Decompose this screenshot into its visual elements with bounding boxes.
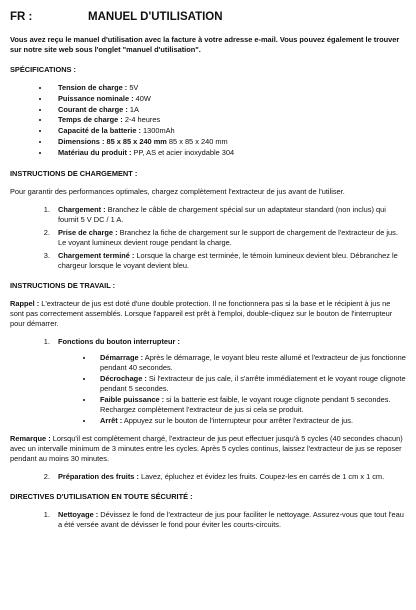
spec-item: • Capacité de la batterie : 1300mAh [50, 126, 406, 137]
safety-item: 1. Nettoyage : Dévissez le fond de l'extracteur de jus pour faciliter le nettoyage. Assurez-vous que tout l'eau a été versée avant de dévisser le fond pour éviter les courts-circuits. [52, 510, 406, 530]
work-title: INSTRUCTIONS DE TRAVAIL : [10, 280, 116, 290]
charging-title: INSTRUCTIONS DE CHARGEMENT : [10, 168, 138, 178]
work-step [52, 337, 406, 426]
function-item: • Arrêt : Appuyez sur le bouton de l'interrupteur pour arrêter l'extracteur de jus. [94, 416, 406, 426]
manual-header [10, 10, 406, 24]
language-label: FR : [10, 11, 33, 23]
function-item: • Démarrage : Après le démarrage, le voyant bleu reste allumé et l'extracteur de jus fonctionne pendant 40 secondes. [94, 353, 406, 373]
spec-item: • Courant de charge : 1A [50, 105, 406, 116]
functions-list [58, 353, 406, 426]
functions-title: Fonctions du bouton interrupteur : [58, 336, 180, 346]
work-steps-list [10, 337, 406, 426]
charging-list [10, 205, 406, 271]
charging-item: 2. Prise de charge : Branchez la fiche de chargement sur le support de chargement de l'extracteur de jus. Le voyant lumineux devient rouge pendant la charge. [52, 228, 406, 248]
function-item: • Décrochage : Si l'extracteur de jus cale, il s'arrête immédiatement et le voyant rouge clignote pendant 5 secondes. [94, 374, 406, 394]
remark-paragraph: Remarque : Lorsqu'il est complètement chargé, l'extracteur de jus peut effectuer jusqu'à 5 cycles (40 secondes chacun) avec un intervalle minimum de 3 minutes entre les cycles. Après 5 cycles continus, laissez l'extracteur de jus se reposer pendant au moins 30 minutes. [10, 433, 403, 463]
manual-title: MANUEL D'UTILISATION [88, 11, 223, 23]
charging-intro: Pour garantir des performances optimales, chargez complètement l'extracteur de jus avant de l'utiliser. [10, 186, 345, 196]
spec-item: • Dimensions : 85 x 85 x 240 mm 85 x 85 x 240 mm [50, 137, 406, 148]
prep-item: 2. Préparation des fruits : Lavez, épluchez et évidez les fruits. Coupez-les en carrés de 1 cm x 1 cm. [52, 472, 406, 482]
spec-item: • Temps de charge : 2-4 heures [50, 115, 406, 126]
safety-title: DIRECTIVES D'UTILISATION EN TOUTE SÉCURITÉ : [10, 491, 193, 501]
spec-item: • Puissance nominale : 40W [50, 94, 406, 105]
specs-list [10, 83, 406, 159]
charging-item: 1. Chargement : Branchez le câble de chargement spécial sur un adaptateur standard (non inclus) qui fournit 5 V DC / 1 A. [52, 205, 406, 225]
spec-item: • Tension de charge : 5V [50, 83, 406, 94]
prep-list [10, 472, 406, 482]
function-item: • Faible puissance : si la batterie est faible, le voyant rouge clignote pendant 5 secondes. Rechargez complètement l'extracteur de jus si cela se produit. [94, 395, 406, 415]
safety-list [10, 510, 406, 530]
intro-paragraph: Vous avez reçu le manuel d'utilisation avec la facture à votre adresse e-mail. Vous pouvez également le trouver sur notre site web sous l'onglet "manuel d'utilisation". [10, 35, 400, 54]
reminder-paragraph: Rappel : L'extracteur de jus est doté d'une double protection. Il ne fonctionnera pas si la base et le récipient à jus ne sont pas correctement assemblés. Lorsque l'appareil est prêt à l'emploi, double-cliquez sur le bouton de l'interrupteur pour démarrer. [10, 298, 393, 328]
spec-item: • Matériau du produit : PP, AS et acier inoxydable 304 [50, 148, 406, 159]
specs-title: SPÉCIFICATIONS : [10, 65, 76, 74]
charging-item: 3. Chargement terminé : Lorsque la charge est terminée, le témoin lumineux devient bleu. Débranchez le chargeur lorsque le voyant devient bleu. [52, 251, 406, 271]
